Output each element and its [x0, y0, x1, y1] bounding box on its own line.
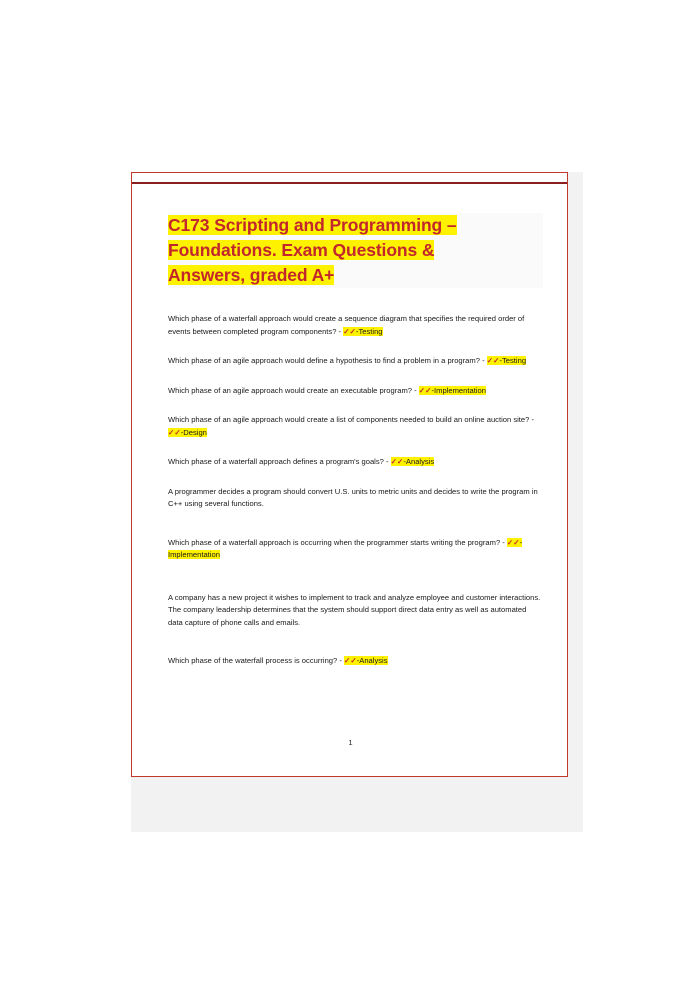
qa-item [168, 355, 543, 368]
answer-check: ✓✓ [344, 656, 357, 665]
answer-check: ✓✓ [168, 427, 181, 437]
answer-check: ✓✓ [343, 326, 356, 336]
answer-check: ✓✓ [418, 385, 432, 395]
question-text: Which phase of an agile approach would create an executable program? - [168, 385, 419, 395]
answer-text: -Implementation [168, 537, 523, 559]
answer-text: -Testing [499, 356, 527, 365]
answer-check: ✓✓ [390, 457, 404, 466]
answer-text: -Analysis [356, 656, 388, 665]
title-line-3: Answers, graded A+ [168, 265, 335, 285]
qa-item [168, 414, 543, 439]
question-text: Which phase of an agile approach would create a list of components needed to build an online auction site? - [168, 415, 535, 424]
document-title [168, 213, 543, 288]
title-line-1: C173 Scripting and Programming – [168, 215, 457, 235]
qa-item [168, 655, 543, 668]
question-text: Which phase of a waterfall approach is occurring when the programmer starts writing the program? - [168, 537, 507, 547]
qa-item [168, 313, 543, 338]
page-number: 1 [348, 738, 353, 747]
answer-text: -Design [180, 427, 207, 437]
answer-check: ✓✓ [486, 356, 500, 365]
qa-item [168, 486, 543, 511]
question-text: Which phase of a waterfall approach defines a program's goals? - [168, 457, 391, 466]
qa-item [168, 537, 543, 562]
question-text: Which phase of an agile approach would define a hypothesis to find a problem in a program? - [168, 356, 487, 365]
answer-text: -Testing [355, 326, 383, 336]
question-text: A company has a new project it wishes to implement to track and analyze employee and customer interactions. The company leadership determines that the system should support direct data entry as well as automated data capture of phone calls and emails. [168, 592, 541, 627]
document-title-highlight [168, 213, 543, 288]
qa-item [168, 592, 543, 630]
answer-check: ✓✓ [506, 537, 520, 547]
question-text: A programmer decides a program should convert U.S. units to metric units and decides to write the program in C++ using several functions. [168, 486, 538, 508]
question-text: Which phase of the waterfall process is occurring? - [168, 656, 344, 665]
answer-text: -Implementation [431, 385, 486, 395]
answer-text: -Analysis [403, 457, 435, 466]
question-text: Which phase of a waterfall approach would create a sequence diagram that specifies the required order of events between completed program components? - [168, 314, 525, 336]
document-paper [131, 172, 568, 777]
qa-item [168, 385, 543, 398]
header-rule [132, 182, 567, 184]
qa-list [168, 313, 543, 685]
title-line-2: Foundations. Exam Questions & [168, 240, 435, 260]
qa-item [168, 456, 543, 469]
